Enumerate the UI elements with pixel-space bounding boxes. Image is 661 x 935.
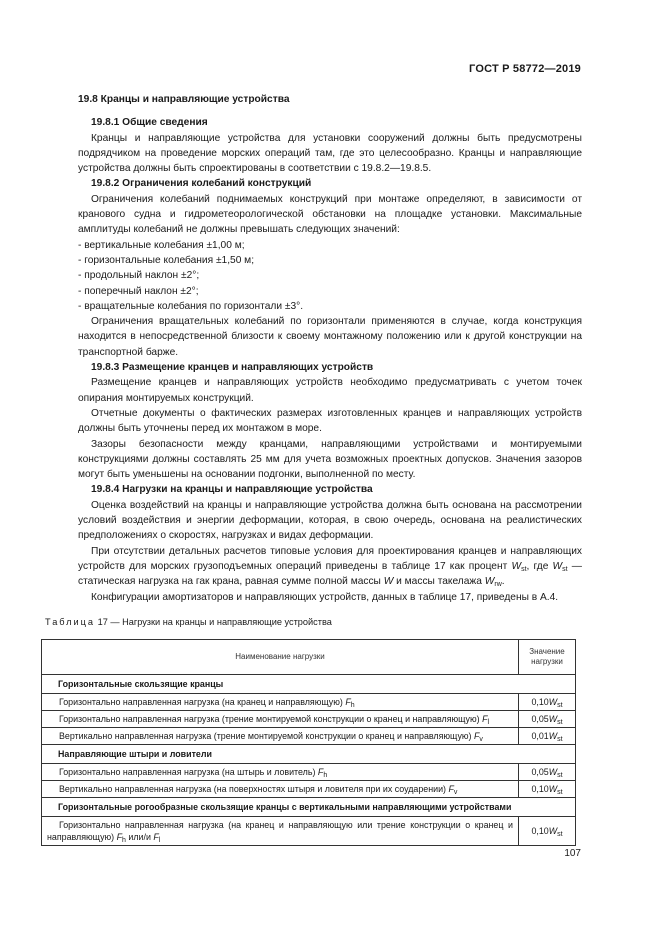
paragraph: Кранцы и направляющие устройства для установки сооружений должны быть предусмотрены подрядчиком на проведение морских операций там, где это целесообразно. Кранцы и направляющие устройства должны быть спроектированы в соответствии с 19.8.2—19.8.5. [78, 132, 582, 175]
paragraph: Ограничения вращательных колебаний по горизонтали применяются в случае, когда конструкция находится в непосредственной близости к своему монтажному положению или к другой конструкции на транспортной барже. [78, 316, 582, 358]
subsection-title-19-8-4: 19.8.4 Нагрузки на кранцы и направляющие устройства [91, 484, 373, 496]
section-title: 19.8 Кранцы и направляющие устройства [78, 94, 290, 105]
table-row: Горизонтально направленная нагрузка (на кранец и направляющую) $F_h$ $0,10W_{st}$ [42, 694, 576, 711]
paragraph: Конфигурации амортизаторов и направляющих устройств, данных в таблице 17, приведены в А.4. [91, 591, 559, 603]
paragraph: Размещение кранцев и направляющих устройств необходимо предусматривать с учетом точек опирания монтируемых конструкций. [78, 377, 582, 404]
table-section-row: Направляющие штыри и ловители [42, 745, 576, 764]
paragraph-with-formula: При отсутствии детальных расчетов типовые условия для проектирования кранцев и направляющих устройств для морских грузоподъемных операций приведены в таблице 17 как процент $W_{st}$, где $W_{st}$ — статическая нагрузка на гак крана, равная сумме полной массы W и массы такелажа $W_{rw}$. [78, 545, 582, 589]
table-row: Вертикально направленная нагрузка (трение монтируемой конструкции о кранец и направляющую) $F_v$ $0,01W_{st}$ [42, 728, 576, 745]
paragraph: Отчетные документы о фактических размерах изготовленных кранцев и направляющих устройств должны быть уточнены перед их монтажом в море. [78, 407, 582, 435]
column-header-name: Наименование нагрузки [42, 640, 519, 675]
table-row: Горизонтально направленная нагрузка (трение монтируемой конструкции о кранец и направляющую) $F_l$ $0,05W_{st}$ [42, 711, 576, 728]
table-row: Горизонтально направленная нагрузка (на кранец и направляющую или трение конструкции о кранец и направляющую) $F_h$ или/и $F_l$ $0,10W_{st}$ [42, 817, 576, 846]
list-item: - продольный наклон ±2°; [78, 270, 200, 282]
paragraph: Ограничения колебаний поднимаемых конструкций при монтаже определяют, в зависимости от кранового судна и гидрометеорологической обстановки на площадке установки. Максимальные амплитуды колебаний не должны превышать следующих значений: [78, 193, 582, 236]
standard-number: ГОСТ Р 58772—2019 [469, 63, 581, 75]
table-row: Вертикально направленная нагрузка (на поверхностях штыря и ловителя при их соударении) $F_v$ $0,10W_{st}$ [42, 781, 576, 798]
list-item: - вертикальные колебания ±1,00 м; [78, 239, 245, 251]
page-number: 107 [564, 848, 581, 859]
subsection-title-19-8-1: 19.8.1 Общие сведения [91, 117, 208, 129]
subsection-title-19-8-2: 19.8.2 Ограничения колебаний конструкций [91, 178, 312, 190]
subsection-title-19-8-3: 19.8.3 Размещение кранцев и направляющих устройств [91, 362, 374, 374]
table-caption: Таблица 17 — Нагрузки на кранцы и направляющие устройства [45, 616, 332, 627]
table-header-row [42, 640, 576, 675]
list-item: - поперечный наклон ±2°; [78, 285, 199, 297]
column-header-value: Значение нагрузки [519, 640, 576, 675]
table-row: Горизонтально направленная нагрузка (на штырь и ловитель) $F_h$ $0,05W_{st}$ [42, 764, 576, 781]
list-item: - вращательные колебания по горизонтали ±3°. [78, 300, 304, 312]
paragraph: Зазоры безопасности между кранцами, направляющими устройствами и монтируемыми конструкциями должны составлять 25 мм для учета возможных проектных допусков. Значения зазоров могут быть уменьшены на основании подгонки, выполненной по месту. [78, 438, 582, 481]
paragraph: Оценка воздействий на кранцы и направляющие устройства должна быть основана на рассмотрении условий воздействия и энергии деформации, которая, в свою очередь, основана на реалистических предположениях о скоростях, нагрузках и видах деформации. [78, 499, 582, 542]
list-item: - горизонтальные колебания ±1,50 м; [78, 254, 255, 266]
page-content [45, 92, 582, 846]
table-section-row: Горизонтальные скользящие кранцы [42, 675, 576, 694]
loads-table [41, 639, 576, 846]
table-section-row: Горизонтальные рогообразные скользящие кранцы с вертикальными направляющими устройствами [42, 798, 576, 817]
